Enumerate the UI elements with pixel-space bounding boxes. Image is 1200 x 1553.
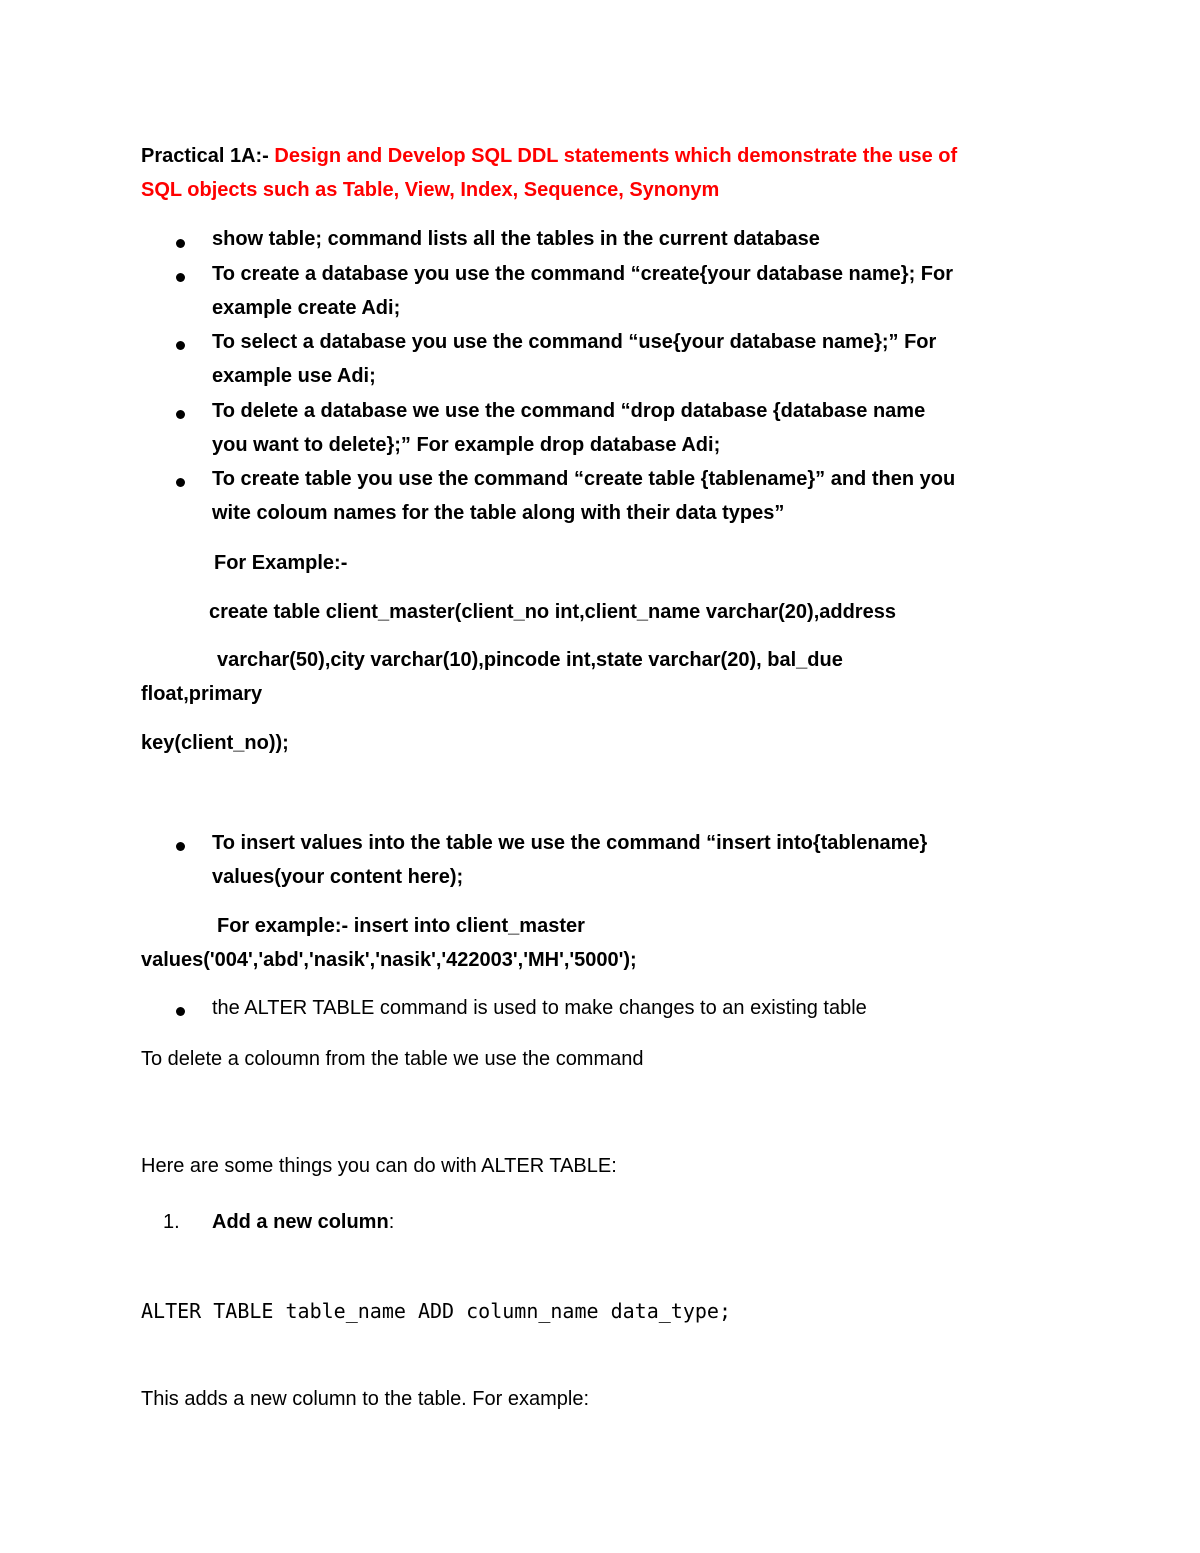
- bullet-dot: [176, 273, 185, 282]
- title-line-1: [141, 139, 957, 173]
- bullet-dot: [176, 842, 185, 851]
- list-item-add-column: [212, 1205, 394, 1239]
- bullet-create-table-2: wite coloum names for the table along with their data types”: [212, 502, 785, 524]
- bullet-dot: [176, 341, 185, 350]
- title-description: Design and Develop SQL DDL statements which demonstrate the use of: [274, 145, 958, 167]
- example-code-line-4: key(client_no));: [141, 732, 289, 754]
- title-line-2: SQL objects such as Table, View, Index, Sequence, Synonym: [141, 179, 720, 201]
- list-item-colon: :: [388, 1211, 395, 1233]
- bullet-dot: [176, 478, 185, 487]
- bullet-delete-db-1: To delete a database we use the command “drop database {database name: [212, 400, 926, 422]
- title-label: Practical 1A:-: [141, 145, 269, 167]
- list-number: 1.: [163, 1211, 180, 1233]
- bullet-create-db-2: example create Adi;: [212, 297, 401, 319]
- bullet-dot: [176, 410, 185, 419]
- bullet-insert-1: To insert values into the table we use the command “insert into{tablename}: [212, 832, 928, 854]
- bullet-create-table-1: To create table you use the command “create table {tablename}” and then you: [212, 468, 956, 490]
- alter-intro: Here are some things you can do with ALTER TABLE:: [141, 1155, 617, 1177]
- bullet-dot: [176, 1007, 185, 1016]
- list-item-label: Add a new column: [212, 1211, 389, 1233]
- example-heading: For Example:-: [214, 552, 348, 574]
- delete-column-text: To delete a coloumn from the table we use the command: [141, 1048, 644, 1070]
- insert-example-2: values('004','abd','nasik','nasik','422003','MH','5000');: [141, 949, 637, 971]
- bullet-insert-2: values(your content here);: [212, 866, 464, 888]
- bullet-create-db-1: To create a database you use the command “create{your database name}; For: [212, 263, 953, 285]
- bullet-delete-db-2: you want to delete};” For example drop database Adi;: [212, 434, 721, 456]
- alter-code-example: ALTER TABLE table_name ADD column_name data_type;: [141, 1299, 732, 1323]
- alter-description: This adds a new column to the table. For example:: [141, 1388, 590, 1410]
- insert-example-1: For example:- insert into client_master: [217, 915, 585, 937]
- example-code-line-3: float,primary: [141, 683, 263, 705]
- example-code-line-2: varchar(50),city varchar(10),pincode int,state varchar(20), bal_due: [217, 649, 843, 671]
- bullet-alter-table: the ALTER TABLE command is used to make changes to an existing table: [212, 997, 867, 1019]
- bullet-show-table: show table; command lists all the tables in the current database: [212, 228, 820, 250]
- bullet-dot: [176, 239, 185, 248]
- bullet-select-db-2: example use Adi;: [212, 365, 376, 387]
- example-code-line-1: create table client_master(client_no int,client_name varchar(20),address: [209, 601, 896, 623]
- bullet-select-db-1: To select a database you use the command “use{your database name};” For: [212, 331, 937, 353]
